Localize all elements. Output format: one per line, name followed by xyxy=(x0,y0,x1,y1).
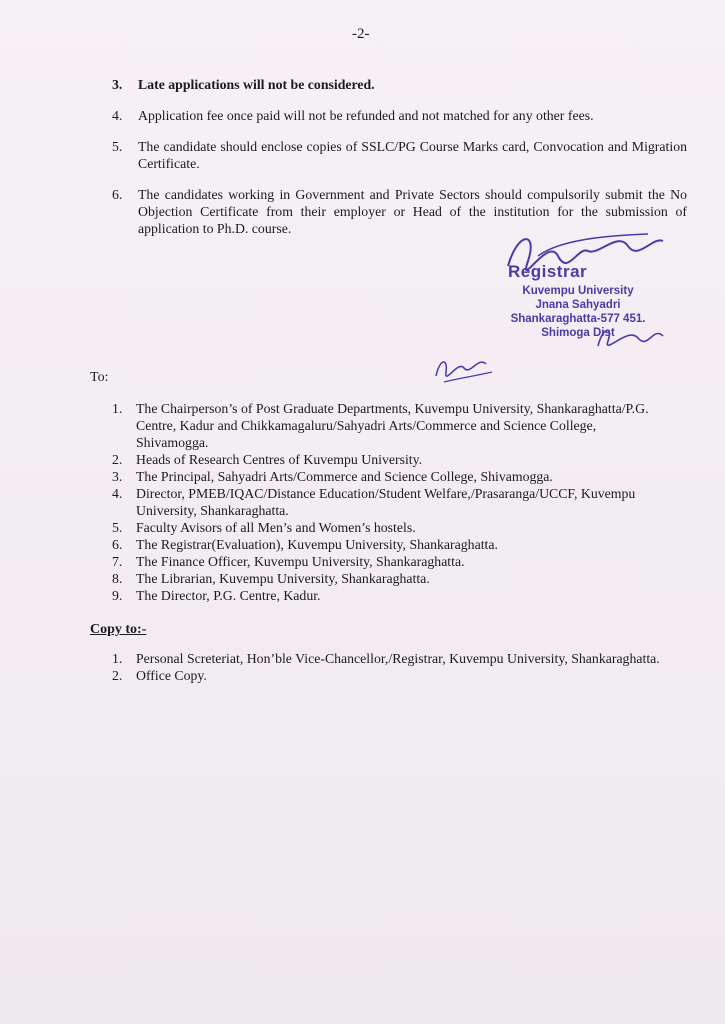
item-number: 2. xyxy=(112,452,123,467)
instructions-list xyxy=(112,76,687,251)
signature-block xyxy=(478,226,678,366)
item-number: 6. xyxy=(112,537,123,552)
item-text: The Librarian, Kuvempu University, Shankaraghatta. xyxy=(136,571,430,586)
recipient-item xyxy=(112,485,672,519)
stamp-line: Kuvempu University xyxy=(522,285,634,297)
item-text: Director, PMEB/IQAC/Distance Education/Student Welfare,/Prasaranga/UCCF, Kuvempu University, Shankaraghatta. xyxy=(136,486,636,518)
stamp-line: Shimoga Dist xyxy=(541,327,615,339)
item-text: The Registrar(Evaluation), Kuvempu University, Shankaraghatta. xyxy=(136,537,498,552)
item-text: The Principal, Sahyadri Arts/Commerce and Science College, Shivamogga. xyxy=(136,469,553,484)
item-number: 8. xyxy=(112,571,123,586)
recipients-list xyxy=(112,400,672,604)
item-number: 1. xyxy=(112,401,123,416)
recipient-item xyxy=(112,400,672,451)
item-number: 4. xyxy=(112,486,123,501)
stamp-line: Shankaraghatta-577 451. xyxy=(510,313,646,325)
item-text: The Chairperson’s of Post Graduate Departments, Kuvempu University, Shankaraghatta/P.G. Centre, Kadur and Chikkamagaluru/Sahyadri Arts/Commerce and Science College, Shivamogga. xyxy=(136,401,649,450)
item-number: 6. xyxy=(112,187,123,202)
copy-to-label: Copy to:- xyxy=(90,622,147,637)
item-text: Personal Screteriat, Hon’ble Vice-Chancellor,/Registrar, Kuvempu University, Shankaraghatta. xyxy=(136,651,660,666)
initials-mark xyxy=(430,348,500,388)
instruction-item xyxy=(112,138,687,172)
item-text: Late applications will not be considered. xyxy=(138,77,375,92)
item-number: 5. xyxy=(112,520,123,535)
registrar-title: Registrar xyxy=(508,262,588,281)
recipient-item xyxy=(112,570,672,587)
item-number: 7. xyxy=(112,554,123,569)
item-number: 1. xyxy=(112,651,123,666)
item-number: 4. xyxy=(112,108,123,123)
item-text: Faculty Avisors of all Men’s and Women’s hostels. xyxy=(136,520,416,535)
copy-item xyxy=(112,667,672,684)
stamp-line: Jnana Sahyadri xyxy=(535,299,621,311)
item-text: The candidates working in Government and Private Sectors should compulsorily submit the No Objection Certificate from their employer or Head of the institution for the submission of application to Ph.D. course. xyxy=(138,187,687,236)
instruction-item xyxy=(112,107,687,124)
item-text: Heads of Research Centres of Kuvempu University. xyxy=(136,452,423,467)
page-number: -2- xyxy=(352,26,370,42)
item-text: Application fee once paid will not be refunded and not matched for any other fees. xyxy=(138,108,594,123)
item-text: Office Copy. xyxy=(136,668,207,683)
recipient-item xyxy=(112,451,672,468)
instruction-item xyxy=(112,76,687,93)
recipient-item xyxy=(112,468,672,485)
to-label: To: xyxy=(90,370,109,385)
item-text: The Finance Officer, Kuvempu University, Shankaraghatta. xyxy=(136,554,465,569)
recipient-item xyxy=(112,587,672,604)
item-text: The Director, P.G. Centre, Kadur. xyxy=(136,588,321,603)
item-text: The candidate should enclose copies of SSLC/PG Course Marks card, Convocation and Migration Certificate. xyxy=(138,139,687,171)
recipient-item xyxy=(112,519,672,536)
item-number: 5. xyxy=(112,139,123,154)
copy-item xyxy=(112,650,672,667)
recipient-item xyxy=(112,553,672,570)
copy-list xyxy=(112,650,672,684)
recipient-item xyxy=(112,536,672,553)
item-number: 3. xyxy=(112,469,123,484)
item-number: 9. xyxy=(112,588,123,603)
item-number: 2. xyxy=(112,668,123,683)
item-number: 3. xyxy=(112,77,123,92)
